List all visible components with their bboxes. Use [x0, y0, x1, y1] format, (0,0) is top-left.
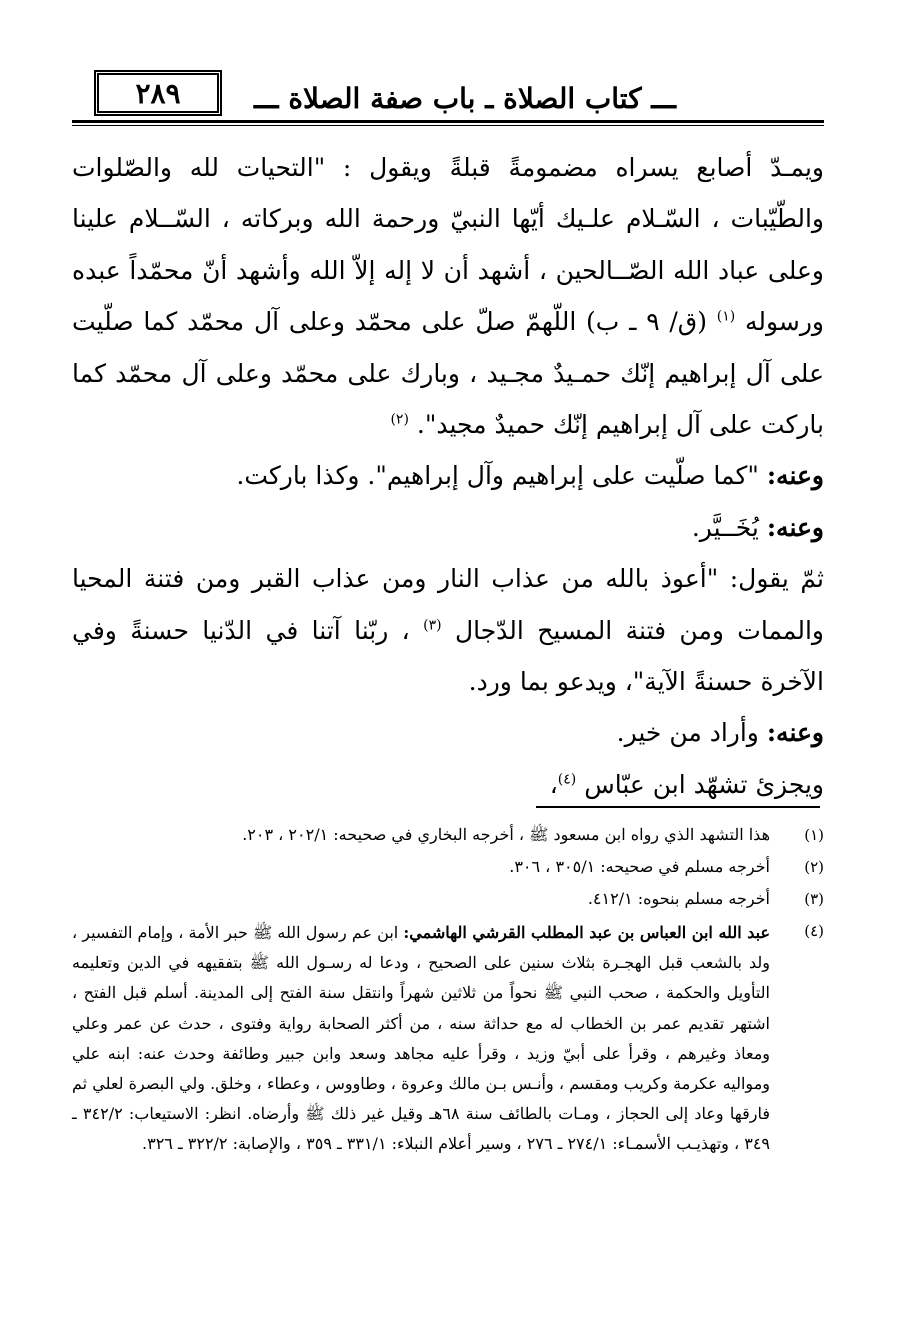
footnote-4-heading: عبد الله ابن العباس بن عبد المطلب القرشي الهاشمي:	[403, 923, 771, 942]
paragraph-3	[72, 502, 824, 553]
footnote-number: (١)	[804, 826, 824, 844]
header-rule	[72, 120, 824, 123]
footnote-1	[72, 822, 824, 848]
footnote-number: (٢)	[804, 858, 824, 876]
p4-text-2: ، ربّنا آتنا في الدّنيا حسنةً وفي الآخرة حسنةً الآية"، ويدعو بما ورد.	[72, 615, 824, 697]
page-header	[72, 62, 824, 130]
footnote-text: هذا التشهد الذي رواه ابن مسعود ﷺ ، أخرجه البخاري في صحيحه: ٢٠٢/١ ، ٢٠٣.	[242, 825, 770, 844]
footnote-3	[72, 886, 824, 912]
footnote-ref-4: (٤)	[557, 771, 577, 788]
p2-lead: وعنه:	[766, 461, 824, 491]
paragraph-6	[72, 759, 824, 810]
page-number: ٢٨٩	[135, 76, 181, 110]
footnote-2	[72, 854, 824, 880]
footnotes	[72, 822, 824, 1166]
p5-lead: وعنه:	[766, 718, 824, 748]
p1-text-c: اللّهمّ صلّ على محمّد وعلى آل محمّد كما صلّيت على آل إبراهيم إنّك حمـيدٌ مجـيد ، وبارك على محمّد وعلى آل محمّد كما باركت على آل إبراهيم إنّك حميدٌ مجيد".	[72, 307, 824, 440]
paragraph-2	[72, 450, 824, 501]
p3-text: يُخَــيَّر.	[691, 512, 759, 542]
page-number-box	[94, 70, 222, 116]
footnote-4	[72, 918, 824, 1160]
p4-text: ثمّ يقول: "أعوذ بالله من عذاب النار ومن عذاب القبر ومن فتنة المحيا والممات ومن فتنة المسيح الدّجال	[72, 564, 824, 645]
footnote-text: أخرجه مسلم في صحيحه: ٣٠٥/١ ، ٣٠٦.	[509, 857, 770, 876]
p1-text-a: ويمـدّ أصابع يسراه مضمومةً قبلةً ويقول : "التحيات لله والصّلوات والطّيّبات ، السّـلام علـيك أيّها النبيّ ورحمة الله وبركاته ، السّــلام علينا وعلى عباد الله الصّــالحين ، أشهد أن لا إله إلاّ الله وأشهد أنّ محمّداً عبده ورسوله	[72, 153, 824, 337]
footnote-text	[72, 918, 770, 1160]
p3-lead: وعنه:	[766, 512, 824, 542]
header-rule-thin	[72, 125, 824, 126]
paragraph-1	[72, 142, 824, 450]
footnote-4-body: ابن عم رسول الله ﷺ حبر الأمة ، وإمام التفسير ، ولد بالشعب قبل الهجـرة بثلاث سنين على الصحيح ، ودعا له رسـول الله ﷺ بتفقيهه في الدين وتعليمه التأويل والحكمة ، صحب النبي ﷺ نحواً من ثلاثين شهراً وانتقل سنة الفتح إلى المدينة. أسلم قبل الفتح ، اشتهر تقديم عمر بن الخطاب له مع حداثة سنه ، من أكثر الصحابة رواية وفتوى ، حدث عن عمر وعلي ومعاذ وغيرهم ، وقرأ على أبيّ وزيد ، وقرأ عليه مجاهد وسعد وابن جبير وطائفة وحدث عنه: ابنه علي ومواليه عكرمة وكريب ومقسم ، وأنـس بـن مالك وعروة ، وطاووس ، وعطاء ، وخلق. ولي البصرة لعلي ثم فارقها وعاد إلى الحجاز ، ومـات بالطائف سنة ٦٨هـ وقيل غير ذلك ﷺ وأرضاه. انظر: الاستيعاب: ٣٤٢/٢ ـ ٣٤٩ ، وتهذيـب الأسمـاء: ٢٧٤/١ ـ ٢٧٦ ، وسير أعلام النبلاء: ٣٣١/١ ـ ٣٥٩ ، والإصابة: ٣٢٢/٢ ـ ٣٢٦.	[72, 923, 771, 1154]
main-text	[72, 142, 824, 810]
footnote-ref-3: (٣)	[423, 617, 442, 634]
paragraph-5	[72, 707, 824, 758]
footnote-text: أخرجه مسلم بنحوه: ٤١٢/١.	[587, 889, 770, 908]
p2-text: "كما صلّيت على إبراهيم وآل إبراهيم". وكذا باركت.	[236, 461, 759, 491]
footnote-separator	[536, 806, 820, 808]
manuscript-folio-ref: (ق/ ٩ ـ ب)	[586, 307, 707, 337]
footnote-number: (٤)	[804, 922, 824, 940]
p5-text: وأراد من خير.	[616, 718, 759, 748]
footnote-ref-2: (٢)	[390, 411, 409, 428]
running-head: ـــ كتاب الصلاة ـ باب صفة الصلاة ـــ	[254, 81, 676, 115]
footnote-ref-1: (١)	[716, 308, 736, 325]
footnote-number: (٣)	[804, 890, 824, 908]
paragraph-4	[72, 553, 824, 707]
p6-end: ،	[549, 769, 558, 799]
p6-text: ويجزئ تشهّد ابن عبّاس	[584, 769, 824, 799]
